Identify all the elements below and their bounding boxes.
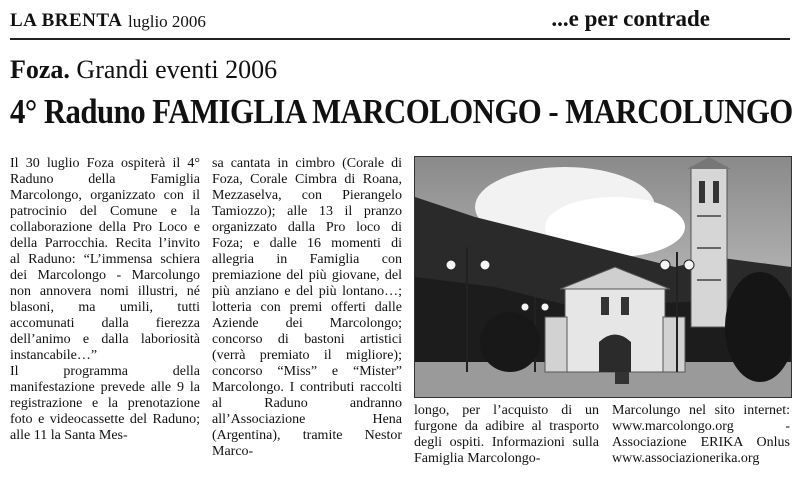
kicker-text: Grandi eventi 2006 xyxy=(69,55,278,84)
issue-date: luglio 2006 xyxy=(128,12,206,31)
article-headline: 4° Raduno FAMIGLIA MARCOLONGO - MARCOLUNGO xyxy=(10,92,793,131)
church-photo-illustration xyxy=(415,157,791,397)
header-rule xyxy=(10,38,790,40)
paragraph-3: sa cantata in cimbro (Corale di Foza, Corale Cimbra di Roana, Mezzaselva, con Pierangelo Tamiozzo); alle 13 il pranzo organizzato dalla Pro loco di Foza; e dalle 16 momenti di allegria in Famiglia con premiazione del più giovane, del più anziano e del più lontano…; lotteria con premi offerti dalle Aziende dei Marcolongo; concorso di bastoni artistici (verrà premiato il migliore); concorso “Miss” e “Mister” Marcolongo. I contributi raccolti al Raduno andranno all’Associazione Hena (Argentina), tramite Nestor Marco- xyxy=(212,156,402,459)
article-column-3 xyxy=(414,403,599,483)
newspaper-header xyxy=(10,4,790,34)
church-photo xyxy=(414,156,792,398)
article-column-2 xyxy=(212,156,402,486)
paragraph-5: Marcolungo nel sito internet: www.marcolongo.org - Associazione ERIKA Onlus www.associazionerika.org xyxy=(612,403,790,466)
article-column-4 xyxy=(612,403,790,483)
paragraph-2: Il programma della manifestazione prevede alle 9 la registrazione e la prenotazione foto e videocassette del Raduno; alle 11 la Santa Mes- xyxy=(10,364,200,443)
masthead: LA BRENTA xyxy=(10,10,123,31)
paragraph-1: Il 30 luglio Foza ospiterà il 4° Raduno della Famiglia Marcolongo, organizzato con il patrocinio del Comune e la collaborazione della Pro Loco e della Parrocchia. Recita l’invito al Raduno: “L’immensa schiera dei Marcolongo - Marcolungo non annovera nomi illustri, né blasoni, ma umili, tutti accomunati dalla fierezza dell’animo e dalla laboriosità instancabile…” xyxy=(10,156,200,363)
kicker-location: Foza. xyxy=(10,55,70,84)
article-column-1 xyxy=(10,156,200,486)
paragraph-4: longo, per l’acquisto di un furgone da adibire al trasporto degli ospiti. Informazioni sulla Famiglia Marcolongo- xyxy=(414,403,599,466)
article-kicker xyxy=(10,55,277,85)
section-title: ...e per contrade xyxy=(551,6,710,31)
